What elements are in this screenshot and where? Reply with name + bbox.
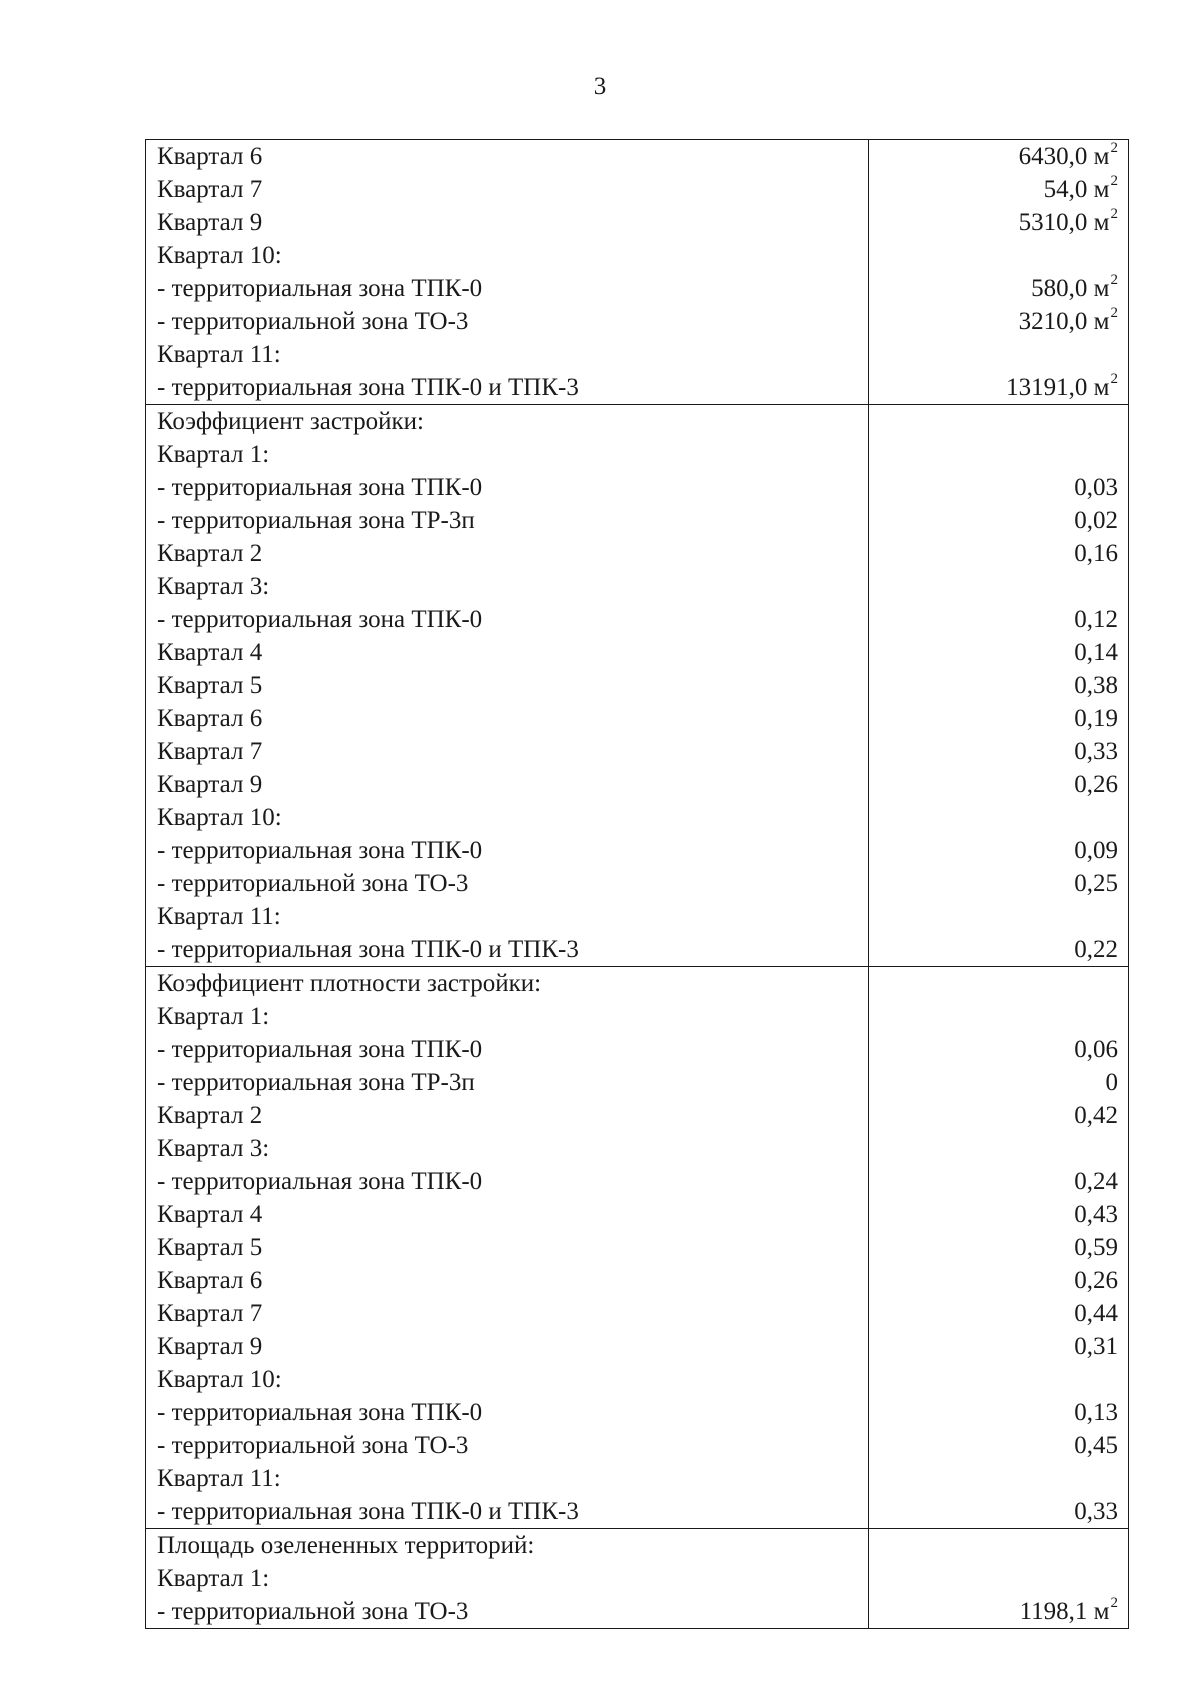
unit-exponent: 2 [1110,140,1118,156]
row-value [869,1595,1128,1628]
row-value [869,1330,1128,1363]
value-cell [869,967,1129,1529]
row-value [869,768,1128,801]
value-text: 6430,0 м [1018,143,1110,170]
row-label: Квартал 7 [157,738,263,765]
row-value [869,1264,1128,1297]
row-label: Квартал 9 [157,209,263,236]
value-text: 3210,0 м [1018,308,1110,335]
row-label: - территориальной зона ТО-3 [157,1432,469,1459]
value-text: 0,03 [1074,474,1118,501]
row-label: Квартал 2 [157,540,263,567]
row-label: Квартал 11: [157,903,281,930]
value-text: 0,44 [1074,1300,1118,1327]
label-cell [146,967,869,1529]
row-label: - территориальная зона ТПК-0 и ТПК-3 [157,936,579,963]
value-text: 0,59 [1074,1234,1118,1261]
unit-exponent: 2 [1110,206,1118,222]
row-value [869,471,1128,504]
row-value [869,603,1128,636]
value-text: 0,42 [1074,1102,1118,1129]
row-label: Квартал 4 [157,639,263,666]
unit-exponent: 2 [1110,1595,1118,1611]
row-value [869,669,1128,702]
row-label: Квартал 6 [157,1267,263,1294]
row-value [869,1297,1128,1330]
value-text: 0,38 [1074,672,1118,699]
row-label: - территориальной зона ТО-3 [157,1598,469,1625]
value-text: 0,09 [1074,837,1118,864]
label-cell [146,405,869,967]
row-value [869,1132,1128,1165]
row-value [869,1429,1128,1462]
row-label: - территориальная зона ТПК-0 [157,606,483,633]
unit-exponent: 2 [1110,305,1118,321]
value-text: 580,0 м [1031,275,1110,302]
value-text: 0,31 [1074,1333,1118,1360]
row-label: - территориальная зона ТПК-0 [157,1168,483,1195]
row-value [869,1033,1128,1066]
row-value [869,338,1128,371]
row-value [869,900,1128,933]
row-value [869,834,1128,867]
row-label: Квартал 7 [157,176,263,203]
value-cell [869,405,1129,967]
value-text: 0,26 [1074,771,1118,798]
row-value [869,305,1128,338]
row-label: Квартал 1: [157,1003,270,1030]
row-value [869,371,1128,404]
row-label: Квартал 3: [157,573,270,600]
unit-exponent: 2 [1110,272,1118,288]
row-value [869,735,1128,768]
row-label: Квартал 2 [157,1102,263,1129]
row-label: Квартал 6 [157,705,263,732]
value-text: 0,24 [1074,1168,1118,1195]
row-value [869,537,1128,570]
value-text: 0,14 [1074,639,1118,666]
table-section-row [146,967,1129,1529]
row-value [869,239,1128,272]
row-value [869,140,1128,173]
row-label: Квартал 5 [157,672,263,699]
value-text: 0,33 [1074,738,1118,765]
value-text: 0,45 [1074,1432,1118,1459]
value-text: 0,33 [1074,1498,1118,1525]
value-text: 0,12 [1074,606,1118,633]
row-value [869,1231,1128,1264]
row-label: Квартал 5 [157,1234,263,1261]
unit-exponent: 2 [1110,173,1118,189]
row-label: - территориальной зона ТО-3 [157,870,469,897]
row-value [869,1495,1128,1528]
row-value [869,967,1128,1000]
row-label: Квартал 1: [157,441,270,468]
row-value [869,570,1128,603]
row-value [869,1396,1128,1429]
table-section-row [146,405,1129,967]
row-label: Квартал 7 [157,1300,263,1327]
row-value [869,173,1128,206]
value-text: 0,26 [1074,1267,1118,1294]
row-value [869,438,1128,471]
row-value [869,867,1128,900]
row-label: - территориальная зона ТПК-0 [157,837,483,864]
row-value [869,1198,1128,1231]
row-label: Квартал 9 [157,771,263,798]
row-label: - территориальной зона ТО-3 [157,308,469,335]
row-value [869,933,1128,966]
row-value [869,1000,1128,1033]
row-value [869,636,1128,669]
unit-exponent: 2 [1110,371,1118,387]
row-value [869,1363,1128,1396]
row-label: Площадь озелененных территорий: [157,1532,535,1559]
value-text: 0,22 [1074,936,1118,963]
row-value [869,206,1128,239]
row-value [869,272,1128,305]
value-text: 54,0 м [1043,176,1110,203]
row-label: - территориальная зона ТР-3п [157,507,475,534]
value-text: 0,16 [1074,540,1118,567]
table-section-row [146,140,1129,405]
row-label: - территориальная зона ТПК-0 и ТПК-3 [157,1498,579,1525]
row-label: Квартал 9 [157,1333,263,1360]
label-cell [146,140,869,405]
value-text: 0,13 [1074,1399,1118,1426]
row-label: - территориальная зона ТПК-0 и ТПК-3 [157,374,579,401]
row-value [869,1099,1128,1132]
row-label: Коэффициент застройки: [157,408,425,435]
row-label: Коэффициент плотности застройки: [157,970,542,997]
row-value [869,504,1128,537]
row-label: Квартал 10: [157,242,282,269]
row-label: Квартал 10: [157,804,282,831]
value-text: 0,19 [1074,705,1118,732]
row-value [869,1462,1128,1495]
row-value [869,1066,1128,1099]
value-cell [869,140,1129,405]
label-cell [146,1529,869,1629]
row-value [869,405,1128,438]
row-value [869,702,1128,735]
row-label: Квартал 4 [157,1201,263,1228]
indicators-table [145,139,1129,1629]
row-label: Квартал 1: [157,1565,270,1592]
page-number: 3 [593,73,607,100]
value-text: 13191,0 м [1006,374,1110,401]
value-text: 0,02 [1074,507,1118,534]
row-label: Квартал 11: [157,341,281,368]
value-text: 0,43 [1074,1201,1118,1228]
row-label: - территориальная зона ТР-3п [157,1069,475,1096]
row-value [869,1562,1128,1595]
row-label: - территориальная зона ТПК-0 [157,1399,483,1426]
row-value [869,1529,1128,1562]
row-label: Квартал 6 [157,143,263,170]
value-text: 0,25 [1074,870,1118,897]
table-section-row [146,1529,1129,1629]
value-text: 0 [1105,1069,1118,1096]
row-label: - территориальная зона ТПК-0 [157,275,483,302]
row-label: - территориальная зона ТПК-0 [157,1036,483,1063]
row-label: Квартал 11: [157,1465,281,1492]
value-cell [869,1529,1129,1629]
row-label: Квартал 3: [157,1135,270,1162]
value-text: 0,06 [1074,1036,1118,1063]
row-label: Квартал 10: [157,1366,282,1393]
value-text: 5310,0 м [1018,209,1110,236]
row-label: - территориальная зона ТПК-0 [157,474,483,501]
row-value [869,801,1128,834]
row-value [869,1165,1128,1198]
value-text: 1198,1 м [1019,1598,1110,1625]
